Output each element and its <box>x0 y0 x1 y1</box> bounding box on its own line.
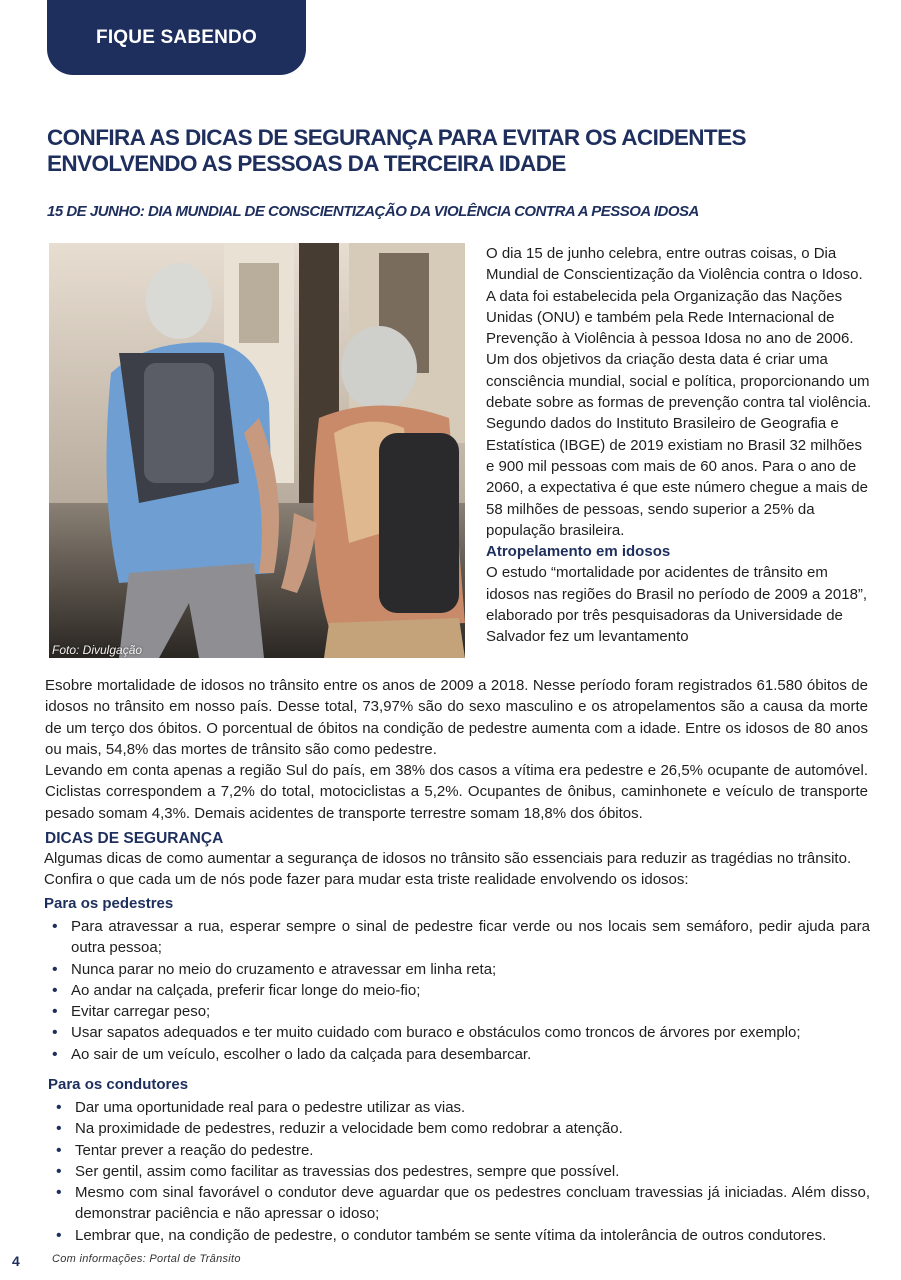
paragraph: Esobre mortalidade de idosos no trânsito entre os anos de 2009 a 2018. Nesse período foram registrados 61.580 óbitos de idosos no trânsito em nosso país. Desse total, 73,97% são do sexo masculino e os atropelamentos são a causa da morte de um terço dos óbitos. O porcentual de óbitos na condição de pedestre aumenta com a idade. Entre os idosos de 80 anos ou mais, 54,8% das mortes de trânsito são como pedestre. <box>45 677 868 758</box>
list-condutores <box>48 1097 870 1246</box>
list-item: • Ao sair de um veículo, escolher o lado da calçada para desembarcar. <box>44 1044 870 1065</box>
list-item: • Nunca parar no meio do cruzamento e atravessar em linha reta; <box>44 959 870 980</box>
intro-column <box>486 243 874 648</box>
subheading-pedestres: Para os pedestres <box>44 895 174 912</box>
subheading-condutores: Para os condutores <box>48 1076 189 1093</box>
dicas-intro <box>44 848 874 891</box>
article-photo <box>49 243 465 658</box>
paragraph: O estudo “mortalidade por acidentes de trânsito em idosos nas regiões do Brasil no período de 2009 a 2018”, elaborado por três pesquisadoras da Universidade de Salvador fez um levantamento <box>486 564 868 646</box>
list-item: • Evitar carregar peso; <box>44 1001 870 1022</box>
list-item: • Dar uma oportunidade real para o pedestre utilizar as vias. <box>48 1097 870 1118</box>
section-tab-label: FIQUE SABENDO <box>96 26 257 48</box>
list-item: • Ao andar na calçada, preferir ficar longe do meio-fio; <box>44 980 870 1001</box>
list-pedestres <box>44 916 870 1065</box>
paragraph: Confira o que cada um de nós pode fazer para mudar esta triste realidade envolvendo os idosos: <box>44 871 689 889</box>
study-text <box>45 675 868 824</box>
section-tab <box>47 0 306 75</box>
list-item: • Na proximidade de pedestres, reduzir a velocidade bem como redobrar a atenção. <box>48 1118 870 1139</box>
section-heading-atropelamento: Atropelamento em idosos <box>486 543 671 561</box>
paragraph: Algumas dicas de como aumentar a segurança de idosos no trânsito são essenciais para reduzir as tragédias no trânsito. <box>44 850 852 867</box>
page-number: 4 <box>12 1253 20 1269</box>
list-item: • Para atravessar a rua, esperar sempre o sinal de pedestre ficar verde ou nos locais sem semáforo, pedir ajuda para outra pessoa; <box>44 916 870 959</box>
article-title: CONFIRA AS DICAS DE SEGURANÇA PARA EVITAR OS ACIDENTES ENVOLVENDO AS PESSOAS DA TERCEIRA IDADE <box>47 125 746 176</box>
list-item: • Mesmo com sinal favorável o condutor deve aguardar que os pedestres concluam travessias já iniciadas. Além disso, demonstrar paciência e não apressar o idoso; <box>48 1182 870 1225</box>
paragraph: Levando em conta apenas a região Sul do país, em 38% dos casos a vítima era pedestre e 26,5% ocupante de automóvel. Ciclistas correspondem a 7,2% do total, motociclistas a 5,2%. Ocupantes de ônibus, caminhonete e veículo de transporte pesado somam 4,3%. Demais acidentes de transporte terrestre somam 18,8% dos óbitos. <box>45 762 868 822</box>
photo-credit: Foto: Divulgação <box>52 643 143 657</box>
elderly-couple-illustration <box>49 243 465 658</box>
list-item: • Lembrar que, na condição de pedestre, o condutor também se sente vítima da intolerância de outros condutores. <box>48 1225 870 1246</box>
paragraph: O dia 15 de junho celebra, entre outras coisas, o Dia Mundial de Conscientização da Violência contra o Idoso. A data foi estabelecida pela Organização das Nações Unidas (ONU) e também pela Rede Internacional de Prevenção à Violência à pessoa Idosa no ano de 2006. Um dos objetivos da criação desta data é criar uma consciência mundial, social e política, proporcionando um debate sobre as formas de prevenção contra tal violência. <box>486 245 872 412</box>
article-subtitle: 15 DE JUNHO: DIA MUNDIAL DE CONSCIENTIZAÇÃO DA VIOLÊNCIA CONTRA A PESSOA IDOSA <box>47 203 699 220</box>
paragraph: Segundo dados do Instituto Brasileiro de Geografia e Estatística (IBGE) de 2019 existiam no Brasil 32 milhões e 900 mil pessoas com mais de 60 anos. Para o ano de 2060, a expectativa é que este número chegue a mais de 58 milhões de pessoas, sendo superior a 25% da população brasileira. <box>486 415 868 539</box>
list-item: • Tentar prever a reação do pedestre. <box>48 1140 870 1161</box>
list-item: • Ser gentil, assim como facilitar as travessias dos pedestres, sempre que possível. <box>48 1161 870 1182</box>
source-credit: Com informações: Portal de Trânsito <box>52 1253 241 1265</box>
list-item: • Usar sapatos adequados e ter muito cuidado com buraco e obstáculos como troncos de árvores por exemplo; <box>44 1022 870 1043</box>
section-heading-dicas: DICAS DE SEGURANÇA <box>45 830 224 847</box>
